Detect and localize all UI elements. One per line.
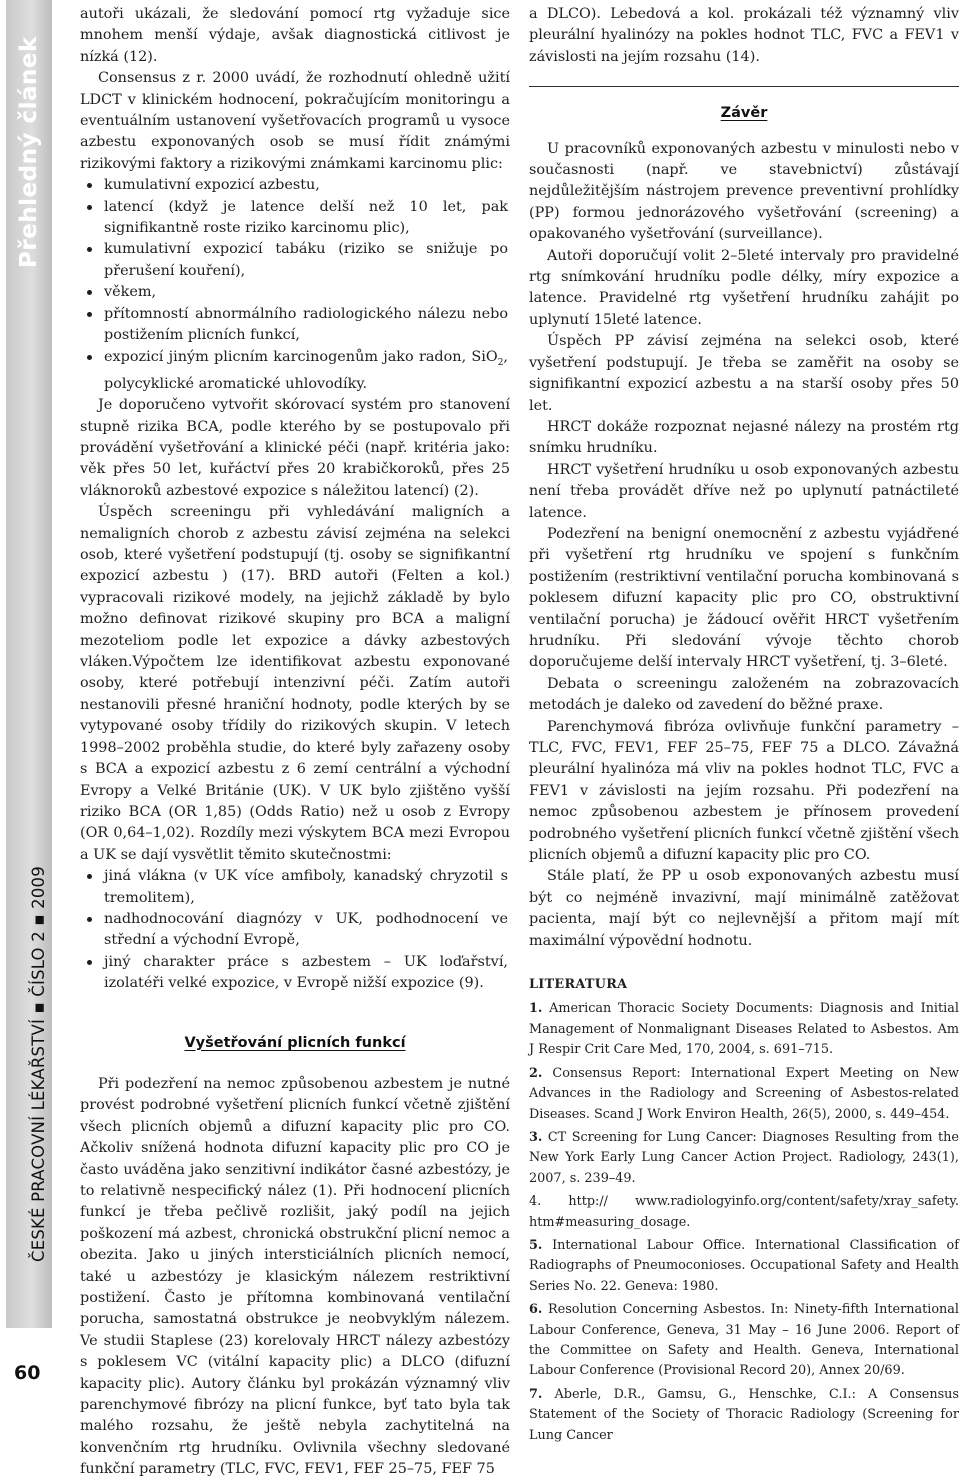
reference-text: Aberle, D.R., Gamsu, G., Henschke, C.I.: A Consensus Statement of the Society of Thoracic Radiology (Screening for Lung Cancer — [529, 1386, 959, 1443]
list-item: věkem, — [104, 282, 510, 303]
divider — [529, 86, 959, 87]
list-item-text: , polycyklické aromatické uhlovodíky. — [104, 348, 508, 392]
references-list — [529, 999, 959, 1446]
reference-item — [529, 999, 959, 1060]
list-item: jiný charakter práce s azbestem – UK loďařství, izolatéři velké expozice, v Evropě nižší expozice (9). — [104, 952, 510, 995]
section-heading-wrap — [80, 1033, 510, 1054]
reference-item — [529, 1128, 959, 1189]
differences-list — [80, 866, 510, 994]
list-item: kumulativní expozicí azbestu, — [104, 175, 510, 196]
list-item: přítomností abnormálního radiologického nálezu nebo postižením plicních funkcí, — [104, 304, 510, 347]
reference-text: http:// www.radiologyinfo.org/content/safety/xray_safety. htm#measuring_dosage. — [529, 1194, 959, 1230]
section-heading-wrap — [529, 103, 959, 124]
list-item-text: expozicí jiným plicním karcinogenům jako radon, SiO — [104, 348, 498, 365]
reference-item — [529, 1064, 959, 1125]
reference-number: 4. — [529, 1194, 542, 1210]
reference-number: 1. — [529, 1001, 543, 1017]
section-heading: Závěr — [720, 105, 768, 122]
right-column — [529, 4, 959, 1449]
reference-item — [529, 1236, 959, 1297]
list-item: kumulativní expozicí tabáku (riziko se snižuje po přerušení kouření), — [104, 239, 510, 282]
journal-title: ČESKÉ PRACOVNÍ LÉKAŘSTVÍ ▪ ČÍSLO 2 ▪ 2009 — [29, 866, 48, 1262]
reference-text: Resolution Concerning Asbestos. In: Ninety-fifth International Labour Conference, Geneva, 31 May – 16 June 2006. Report of the Committee on Safety and Health. Geneva, International Labour Conference (Provisional Record 20), Annex 20/69. — [529, 1302, 959, 1379]
reference-number: 3. — [529, 1129, 543, 1145]
reference-item — [529, 1300, 959, 1382]
list-item: nadhodnocování diagnózy v UK, podhodnocení ve střední a východní Evropě, — [104, 909, 510, 952]
paragraph: autoři ukázali, že sledování pomocí rtg vyžaduje sice mnohem menší výdaje, avšak diagnostická citlivost je nízká (12). — [80, 6, 510, 65]
reference-text: CT Screening for Lung Cancer: Diagnoses Resulting from the New York Early Lung Cancer Action Project. Radiology, 243(1), 2007, s. 239–49. — [529, 1129, 959, 1186]
paragraph: Úspěch screeningu při vyhledávání maligních a nemaligních chorob z azbestu závisí zejména na selekci osob, které vyšetření podstupují (tj. osoby se signifikantní expozicí azbestu ) (17). BRD autoři (Felten a kol.) vypracovali rizikové modely, na jejichž základě by bylo možno definovat rizikové skupiny pro BCA a maligní mezoteliom podle let expozice a dávky azbestových vláken.Výpočtem lze identifikovat azbestu exponované osoby, které potřebují intenzivní péči. Zatím autoři nestanovili přesné hraniční hodnoty, podle kterých by se vytypované osoby třídily do rizikových skupin. V letech 1998–2002 proběhla studie, do které byly zařazeny osoby s BCA a expozicí azbestu z 6 zemí centrální a východní Evropy a Velké Británie (UK). V UK bylo zjištěno vyšší riziko BCA (OR 1,85) (Odds Ratio) než u osob z Evropy (OR 0,64–1,02). Rozdíly mezi výskytem BCA mezi Evropou a UK se dají vysvětlit těmito skutečnostmi: — [80, 504, 510, 863]
paragraph: Úspěch PP závisí zejména na selekci osob, které vyšetření podstupují. Je třeba se zaměřit na osoby se signifikantní expozicí azbestu a na starší osoby přes 50 let. — [529, 333, 959, 414]
risk-factor-list — [80, 175, 510, 395]
section-heading: Vyšetřování plicních funkcí — [184, 1034, 406, 1051]
reference-item — [529, 1385, 959, 1446]
reference-number: 6. — [529, 1302, 543, 1318]
paragraph: Při podezření na nemoc způsobenou azbestem je nutné provést podrobné vyšetření plicních funkcí včetně zjištění všech plicních objemů a difuzní kapacity plic pro CO. Ačkoliv snížená hodnota difuzní kapacity plic pro CO je často uváděna jako senzitivní indikátor časné azbestózy, je to relativně nespecifický nález (1). Při hodnocení plicních funkcí je třeba pečlivě rozlišit, jaký podíl na jejich poškození má azbest, chronická obstrukční plicní nemoc a obezita. Jako u jiných intersticiálních plicních nemocí, také u azbestózy je klasickým nálezem restriktivní postižení. Často je přítomna kombinovaná ventilační porucha, samostatná obstrukce je neobvyklým nálezem. Ve studii Staplese (23) korelovaly HRCT nálezy azbestózy s poklesem VC (vitální kapacity plic) a DLCO (difuzní kapacity plic). Autory článku byl prokázán významný vliv parenchymové fibrózy na plicní funkce, byť tato byla tak malého rozsahu, že ještě nebyla zachytitelná na konvenčním rtg hrudníku. Ovlivnila všechny sledované funkční parametry (TLC, FVC, FEV1, FEF 25–75, FEF 75 — [80, 1075, 510, 1478]
paragraph: Je doporučeno vytvořit skórovací systém pro stanovení stupně rizika BCA, podle kterého by se postupovalo při provádění vyšetřování a klinické péči (např. kritéria jako: věk přes 50 let, kuřáctví přes 20 krabičkoroků, přes 25 vláknoroků azbestové expozice s náležitou latencí) (2). — [80, 397, 510, 499]
list-item: jiná vlákna (v UK více amfiboly, kanadský chryzotil s tremolitem), — [104, 866, 510, 909]
reference-number: 5. — [529, 1237, 543, 1253]
paragraph: Podezření na benigní onemocnění z azbestu vyjádřené při vyšetření rtg hrudníku ve spojení s funkčním postižením (restriktivní ventilační porucha kombinovaná s poklesem difuzní kapacity plic pro CO, obstruktivní ventilační porucha) je žádoucí ověřit HRCT vyšetřením hrudníku. Při sledování vývoje těchto chorob doporučujeme delší intervaly HRCT vyšetření, tj. 3–6leté. — [529, 525, 959, 671]
reference-text: Consensus Report: International Expert Meeting on New Advances in the Radiology and Screening of Asbestos-related Diseases. Scand J Work Environ Health, 26(5), 2000, s. 449–454. — [529, 1065, 959, 1122]
paragraph: Parenchymová fibróza ovlivňuje funkční parametry – TLC, FVC, FEV1, FEF 25–75, FEF 75 a DLCO. Závažná pleurální hyalinóza má vliv na pokles hodnot TLC, FVC a FEV1 v závislosti na jejím rozsahu. Při podezření na nemoc způsobenou azbestem je přínosem provedení podrobného vyšetření plicních funkcí včetně zjištění všech plicních objemů a difuzní kapacity plic pro CO. — [529, 718, 959, 864]
list-item: latencí (když je latence delší než 10 let, pak signifikantně roste riziko karcinomu plic), — [104, 197, 510, 240]
section-label: Přehledný článek — [16, 36, 42, 268]
paragraph: HRCT vyšetření hrudníku u osob exponovaných azbestu není třeba provádět dříve než po uplynutí patnáctileté latence. — [529, 461, 959, 521]
paragraph: U pracovníků exponovaných azbestu v minulosti nebo v současnosti (např. ve stavebnictví) zůstávají nejdůležitějším nástrojem prevence preventivní prohlídky (PP) formou jednorázového vyšetřování (screening) a opakovaného vyšetřování (surveillance). — [529, 140, 959, 243]
list-item — [104, 347, 510, 396]
reference-number: 2. — [529, 1065, 543, 1081]
left-column — [80, 4, 510, 1481]
reference-item — [529, 1192, 959, 1233]
paragraph: a DLCO). Lebedová a kol. prokázali též významný vliv pleurální hyalinózy na pokles hodnot TLC, FVC a FEV1 v závislosti na jejím rozsahu (14). — [529, 6, 959, 65]
references-heading: LITERATURA — [529, 977, 628, 993]
paragraph: Stále platí, že PP u osob exponovaných azbestu musí být co nejméně invazivní, mají minimálně zatěžovat pacienta, mají být co nejlevnější a přitom mají mít maximální výpovědní hodnotu. — [529, 868, 959, 949]
paragraph: HRCT dokáže rozpoznat nejasné nálezy na prostém rtg snímku hrudníku. — [529, 418, 959, 457]
reference-text: International Labour Office. International Classification of Radiographs of Pneumoconioses. Occupational Safety and Health Series No. 22. Geneva: 1980. — [529, 1237, 959, 1294]
paragraph: Debata o screeningu založeném na zobrazovacích metodách je daleko od zavedení do běžné praxe. — [529, 675, 959, 714]
paragraph: Consensus z r. 2000 uvádí, že rozhodnutí ohledně užití LDCT v klinickém hodnocení, pokračujícím monitoringu a eventuálním ustanovení vyšetřovacích programů u vysoce azbestu exponovaných osob se musí řídit známými rizikovými faktory a rizikovými známkami karcinomu plic: — [80, 70, 510, 172]
paragraph: Autoři doporučují volit 2–5leté intervaly pro pravidelné rtg snímkování hrudníku podle délky, míry expozice a latence. Pravidelné rtg vyšetření hrudníku zahájit po uplynutí 15leté latence. — [529, 247, 959, 328]
reference-number: 7. — [529, 1386, 543, 1402]
page-number: 60 — [14, 1362, 41, 1384]
subscript: 2 — [497, 357, 504, 368]
sidebar — [0, 0, 62, 1405]
reference-text: American Thoracic Society Documents: Diagnosis and Initial Management of Nonmalignant Diseases Related to Asbestos. Am J Respir Crit Care Med, 170, 2004, s. 691–715. — [529, 1001, 959, 1058]
